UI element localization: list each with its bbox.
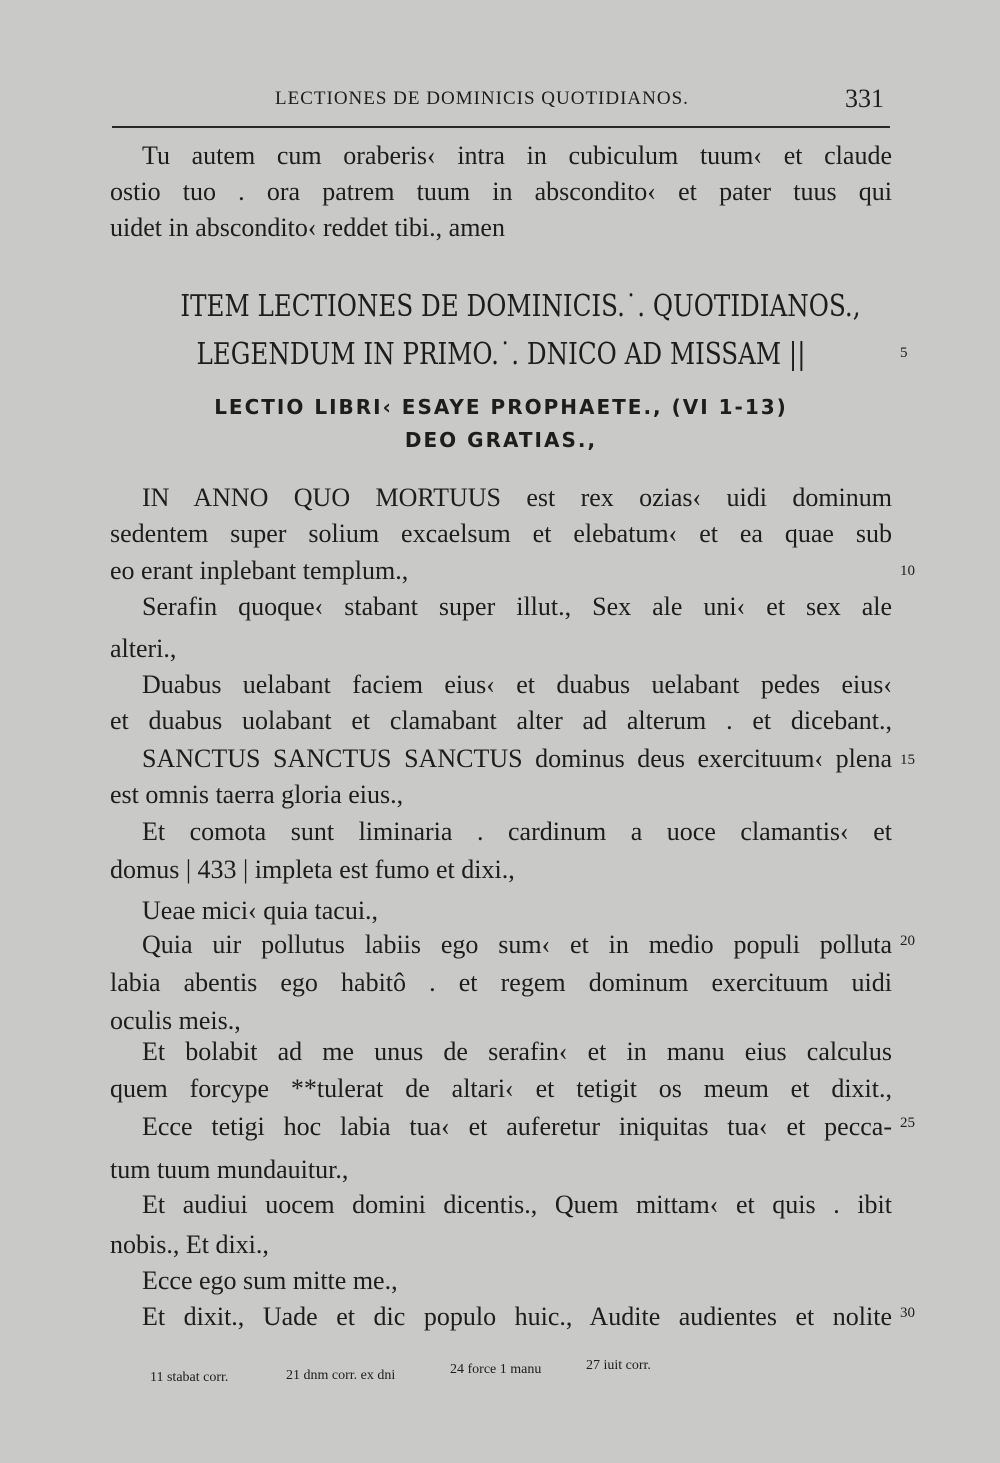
text-line: labia abentis ego habitô . et regem dominum exercituum uidi xyxy=(110,968,892,997)
line-number-marker: 30 xyxy=(900,1305,915,1321)
text-line: Et dixit., Uade et dic populo huic., Audite audientes et nolite xyxy=(142,1302,892,1331)
text-line: Ecce ego sum mitte me., xyxy=(142,1266,398,1295)
lection-response: DEO GRATIAS., xyxy=(404,428,598,452)
text-line: est omnis taerra gloria eius., xyxy=(110,780,404,809)
text-line: alteri., xyxy=(110,634,177,663)
text-line: quem forcype **tulerat de altari‹ et tetigit os meum et dixit., xyxy=(110,1074,892,1103)
text-line: Tu autem cum oraberis‹ intra in cubiculum tuum‹ et claude xyxy=(142,141,892,170)
text-line: Et bolabit ad me unus de serafin‹ et in manu eius calculus xyxy=(142,1037,892,1066)
line-number-marker: 25 xyxy=(900,1115,915,1131)
section-heading-line2: LEGENDUM IN PRIMO.˙. DNICO AD MISSAM || xyxy=(196,337,806,372)
footnote: 24 force 1 manu xyxy=(450,1362,542,1377)
running-title: LECTIONES DE DOMINICIS QUOTIDIANOS. xyxy=(275,88,689,109)
line-number-marker: 15 xyxy=(900,752,915,768)
text-line: sedentem super solium excaelsum et elebatum‹ et ea quae sub xyxy=(110,519,892,548)
text-line: nobis., Et dixi., xyxy=(110,1230,269,1259)
text-line: Ecce tetigi hoc labia tua‹ et auferetur iniquitas tua‹ et pecca- xyxy=(142,1112,892,1141)
text-line: ostio tuo . ora patrem tuum in abscondito‹ et pater tuus qui xyxy=(110,177,892,206)
text-line: et duabus uolabant et clamabant alter ad alterum . et dicebant., xyxy=(110,706,892,735)
footnote: 11 stabat corr. xyxy=(150,1370,229,1385)
footnote: 21 dnm corr. ex dni xyxy=(286,1368,396,1383)
text-line: Et audiui uocem domini dicentis., Quem mittam‹ et quis . ibit xyxy=(142,1190,892,1219)
lection-title: LECTIO LIBRI‹ ESAYE PROPHAETE., (VI 1-13) xyxy=(214,395,788,419)
text-line: Duabus uelabant faciem eius‹ et duabus uelabant pedes eius‹ xyxy=(142,670,892,699)
header-rule xyxy=(112,126,890,128)
footnote: 27 iuit corr. xyxy=(586,1358,651,1373)
text-line: SANCTUS SANCTUS SANCTUS dominus deus exercituum‹ plena xyxy=(142,744,892,773)
text-line: domus | 433 | impleta est fumo et dixi., xyxy=(110,855,515,884)
text-line: oculis meis., xyxy=(110,1006,241,1035)
text-line: Quia uir pollutus labiis ego sum‹ et in medio populi polluta xyxy=(142,930,892,959)
line-number-marker: 10 xyxy=(900,563,915,579)
text-line: IN ANNO QUO MORTUUS est rex ozias‹ uidi dominum xyxy=(142,483,892,512)
text-line: Serafin quoque‹ stabant super illut., Sex ale uni‹ et sex ale xyxy=(142,592,892,621)
text-line: tum tuum mundauitur., xyxy=(110,1155,349,1184)
text-line: Et comota sunt liminaria . cardinum a uoce clamantis‹ et xyxy=(142,817,892,846)
text-line: uidet in abscondito‹ reddet tibi., amen xyxy=(110,213,505,242)
section-heading-line1: ITEM LECTIONES DE DOMINICIS.˙. QUOTIDIANOS., xyxy=(180,289,861,324)
line-number-marker: 20 xyxy=(900,933,915,949)
line-number-marker: 5 xyxy=(900,345,908,361)
text-line: Ueae mici‹ quia tacui., xyxy=(142,896,379,925)
page-number: 331 xyxy=(845,84,884,113)
text-line: eo erant inplebant templum., xyxy=(110,556,409,585)
